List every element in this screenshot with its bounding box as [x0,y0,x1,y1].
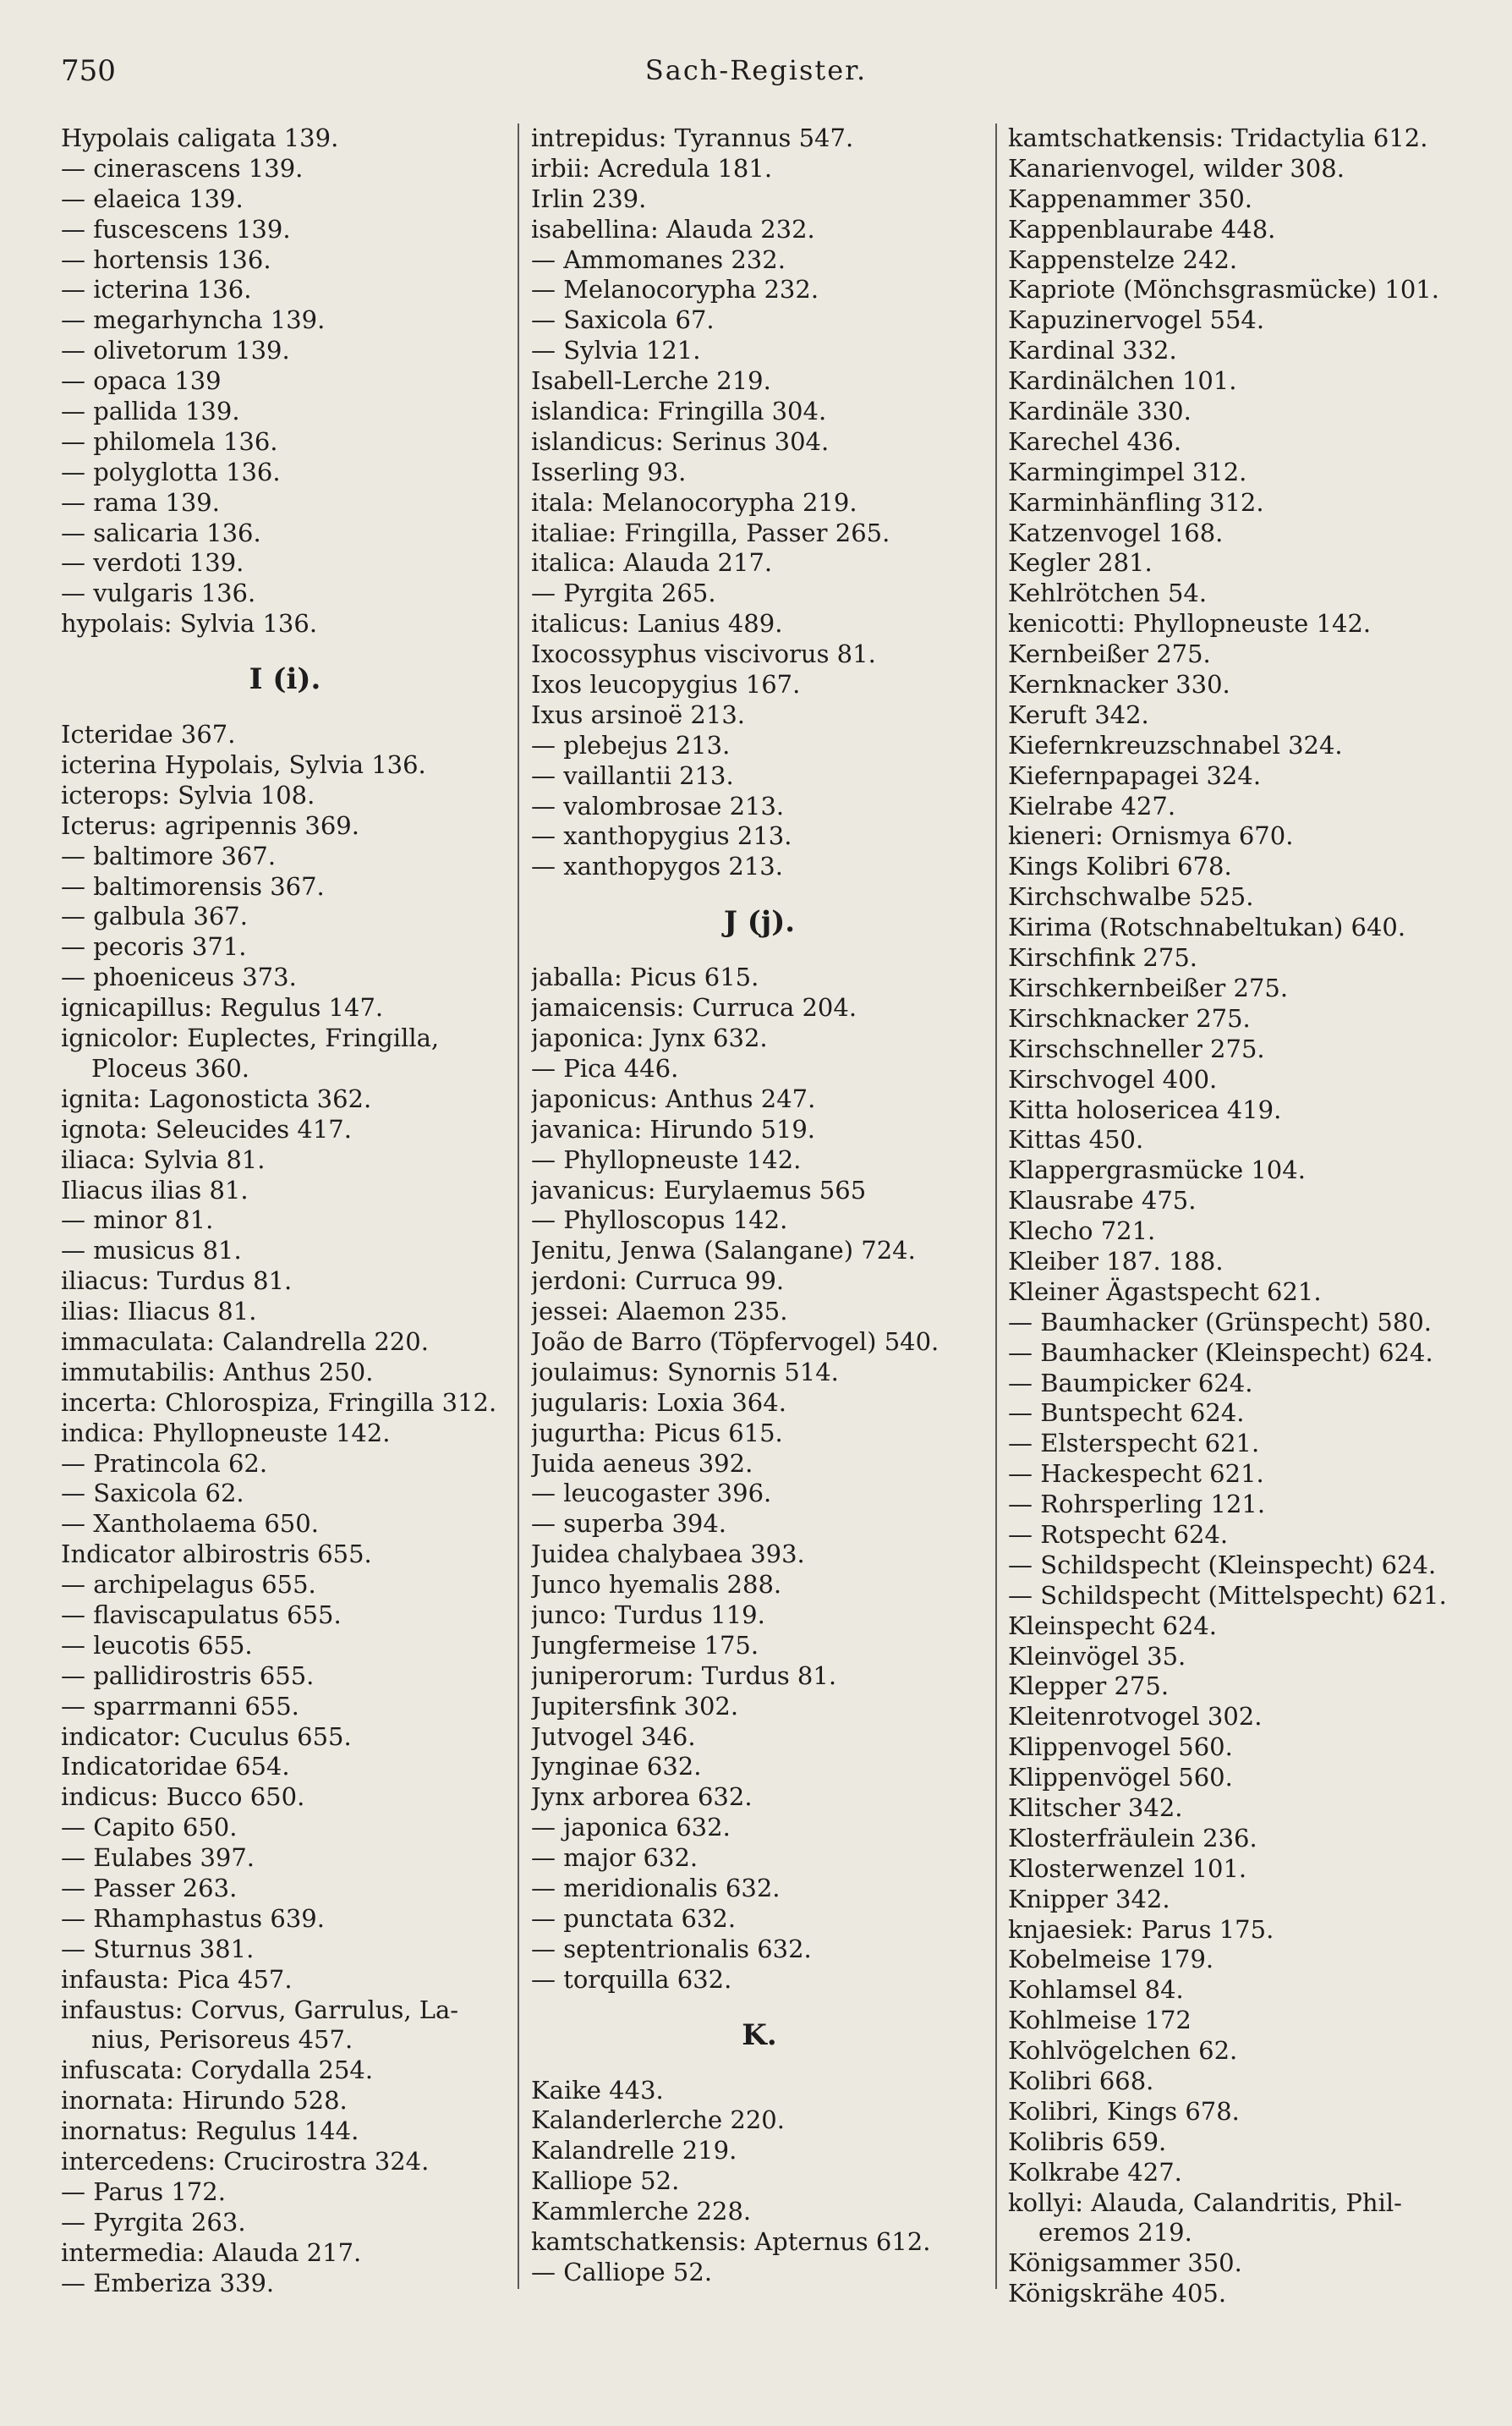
index-entry: — cinerascens 139. [61,153,304,183]
index-entry: — Phyllopneuste 142. [531,1144,802,1174]
index-entry: Juida aeneus 392. [531,1448,753,1478]
index-entry: Klippenvogel 560. [1008,1732,1233,1762]
index-entry: jaballa: Picus 615. [531,963,759,992]
index-entry: — meridionalis 632. [531,1873,781,1902]
index-entry: Kolkrabe 427. [1008,2157,1182,2187]
index-entry: Kleinspecht 624. [1008,1611,1218,1640]
index-entry: Jynginae 632. [531,1752,702,1781]
index-entry: junco: Turdus 119. [531,1600,765,1629]
index-entry: Icterus: agripennis 369. [61,810,359,840]
section-heading: I (i). [249,662,321,697]
index-entry: Kalanderlerche 220. [531,2105,785,2135]
index-column-3 [1008,123,1482,2309]
index-entry: kamtschatkensis: Tridactylia 612. [1008,123,1428,152]
column-divider [518,123,519,2289]
index-entry: — hortensis 136. [61,244,271,274]
index-entry: javanica: Hirundo 519. [531,1114,816,1144]
index-entry: italiae: Fringilla, Passer 265. [531,518,890,547]
index-entry: Ixos leucopygius 167. [531,670,801,700]
index-entry: — Sturnus 381. [61,1934,255,1963]
index-entry: — polyglotta 136. [61,457,281,486]
index-entry: infausta: Pica 457. [61,1964,293,1994]
column-divider [995,123,997,2289]
index-entry: itala: Melanocorypha 219. [531,487,857,517]
index-entry: knjaesiek: Parus 175. [1008,1914,1274,1944]
index-entry: Knipper 342. [1008,1884,1170,1913]
index-entry: ignota: Seleucides 417. [61,1114,352,1144]
running-title: Sach-Register. [644,54,868,86]
index-entry: Kirschknacker 275. [1008,1003,1251,1033]
index-entry: Kleiner Ägastspecht 621. [1008,1276,1322,1306]
index-entry: Klitscher 342. [1008,1792,1183,1822]
index-entry: islandica: Fringilla 304. [531,397,827,426]
index-entry: Kappenstelze 242. [1008,244,1238,274]
index-entry: hypolais: Sylvia 136. [61,609,318,639]
index-entry: infuscata: Corydalla 254. [61,2056,374,2085]
index-entry: — Buntspecht 624. [1008,1398,1245,1428]
index-entry: Klecho 721. [1008,1216,1156,1246]
index-entry: italicus: Lanius 489. [531,609,783,639]
index-entry: Kardinal 332. [1008,336,1177,365]
index-column-2 [531,123,988,2288]
index-column-1 [61,123,509,2298]
index-entry: Ploceus 360. [91,1053,249,1083]
index-entry: Juidea chalybaea 393. [531,1540,805,1569]
index-entry: indica: Phyllopneuste 142. [61,1418,391,1447]
index-entry: kieneri: Ornismya 670. [1008,821,1294,851]
index-entry: — Phylloscopus 142. [531,1205,788,1235]
index-entry: Kernknacker 330. [1008,670,1230,700]
index-entry: — leucotis 655. [61,1630,253,1660]
index-entry: kollyi: Alauda, Calandritis, Phil- [1008,2187,1402,2217]
index-entry: ignicapillus: Regulus 147. [61,993,384,1023]
index-entry: Klepper 275. [1008,1671,1170,1701]
index-entry: Icteridae 367. [61,720,236,749]
index-entry: — sparrmanni 655. [61,1691,299,1721]
index-entry: — major 632. [531,1843,698,1873]
index-entry: — plebejus 213. [531,730,731,760]
index-entry: — elaeica 139. [61,184,244,213]
index-entry: — olivetorum 139. [61,336,290,365]
index-entry: Jynx arborea 632. [531,1782,753,1812]
index-entry: Kleinvögel 35. [1008,1641,1186,1671]
index-entry: — opaca 139 [61,366,222,396]
index-entry: Kammlerche 228. [531,2197,752,2226]
index-entry: — baltimore 367. [61,841,277,870]
index-entry: Kalandrelle 219. [531,2136,737,2165]
index-entry: — archipelagus 655. [61,1570,316,1600]
index-entry: Kapriote (Mönchsgrasmücke) 101. [1008,275,1439,305]
index-entry: — torquilla 632. [531,1964,732,1994]
index-entry: Kardinälchen 101. [1008,366,1237,396]
index-entry: — xanthopygos 213. [531,852,783,881]
index-entry: intercedens: Crucirostra 324. [61,2147,430,2176]
index-entry: Kiefernkreuzschnabel 324. [1008,730,1343,760]
index-entry: Karmingimpel 312. [1008,457,1247,486]
index-entry: Kirima (Rotschnabeltukan) 640. [1008,913,1406,942]
index-entry: Keruft 342. [1008,700,1149,729]
index-entry: — japonica 632. [531,1813,731,1842]
index-entry: — Rohrsperling 121. [1008,1490,1266,1519]
index-entry: Kolibris 659. [1008,2127,1167,2156]
index-entry: Kirschfink 275. [1008,943,1197,973]
section-heading: K. [742,2017,777,2052]
index-entry: — Baumpicker 624. [1008,1368,1253,1397]
index-entry: Klosterwenzel 101. [1008,1853,1247,1883]
index-entry: Kohlvögelchen 62. [1008,2036,1238,2066]
index-entry: iliaca: Sylvia 81. [61,1144,266,1174]
index-entry: Klosterfräulein 236. [1008,1823,1257,1852]
index-entry: Klippenvögel 560. [1008,1763,1233,1792]
index-entry: juniperorum: Turdus 81. [531,1660,837,1690]
index-entry: — vaillantii 213. [531,760,734,790]
index-entry: Königsammer 350. [1008,2248,1242,2278]
index-entry: Kappenammer 350. [1008,184,1253,213]
index-entry: Karechel 436. [1008,426,1182,456]
index-entry: — septentrionalis 632. [531,1934,812,1963]
index-entry: — baltimorensis 367. [61,871,325,901]
index-entry: — leucogaster 396. [531,1479,772,1508]
index-entry: — Melanocorypha 232. [531,275,819,305]
index-entry: — Parus 172. [61,2176,226,2206]
index-entry: Kohlamsel 84. [1008,1975,1184,2005]
index-entry: — pecoris 371. [61,932,247,962]
index-entry: Kaike 443. [531,2075,664,2105]
index-entry: isabellina: Alauda 232. [531,214,815,244]
page-number: 750 [61,54,116,88]
index-entry: Jupitersfink 302. [531,1691,739,1721]
index-entry: — phoeniceus 373. [61,963,297,992]
index-entry: — Saxicola 62. [61,1479,244,1508]
index-entry: Kolibri, Kings 678. [1008,2096,1240,2126]
index-entry: jugurtha: Picus 615. [531,1418,783,1447]
index-entry: — Rhamphastus 639. [61,1903,325,1933]
index-entry: — pallidirostris 655. [61,1660,315,1690]
index-entry: — Eulabes 397. [61,1843,255,1873]
index-entry: — Capito 650. [61,1813,238,1842]
index-entry: — Hackespecht 621. [1008,1459,1264,1489]
index-entry: — verdoti 139. [61,548,244,578]
index-entry: Kleitenrotvogel 302. [1008,1702,1263,1732]
index-entry: Kalliope 52. [531,2166,680,2196]
index-entry: Kapuzinervogel 554. [1008,305,1265,335]
index-entry: — Schildspecht (Kleinspecht) 624. [1008,1550,1437,1579]
index-entry: Kappenblaurabe 448. [1008,214,1276,244]
index-entry: — Ammomanes 232. [531,244,786,274]
index-entry: — Pratincola 62. [61,1448,268,1478]
page-header [0,54,1512,96]
index-entry: — Rotspecht 624. [1008,1519,1229,1549]
index-entry: Isabell-Lerche 219. [531,366,771,396]
index-entry: — musicus 81. [61,1236,242,1265]
index-entry: Kleiber 187. 188. [1008,1246,1224,1276]
index-entry: — Sylvia 121. [531,336,701,365]
index-entry: Junco hyemalis 288. [531,1570,782,1600]
index-entry: jerdoni: Curruca 99. [531,1266,785,1296]
index-entry: intermedia: Alauda 217. [61,2237,362,2267]
index-entry: Kohlmeise 172 [1008,2006,1192,2035]
index-entry: — Pica 446. [531,1053,679,1083]
index-entry: — Xantholaema 650. [61,1509,319,1539]
index-entry: immutabilis: Anthus 250. [61,1357,374,1386]
index-entry: japonicus: Anthus 247. [531,1084,816,1113]
index-entry: Kardinäle 330. [1008,397,1192,426]
index-entry: — Pyrgita 265. [531,579,716,608]
index-entry: Indicatoridae 654. [61,1752,290,1781]
index-entry: — fuscescens 139. [61,214,291,244]
index-entry: infaustus: Corvus, Garrulus, La- [61,1995,459,2024]
index-entry: Kirschvogel 400. [1008,1064,1218,1094]
index-entry: Ixocossyphus viscivorus 81. [531,639,876,669]
index-entry: Kehlrötchen 54. [1008,579,1208,608]
index-entry: Kings Kolibri 678. [1008,852,1232,881]
index-entry: islandicus: Serinus 304. [531,426,830,456]
index-entry: — Emberiza 339. [61,2268,275,2297]
index-entry: — Baumhacker (Kleinspecht) 624. [1008,1337,1433,1367]
index-entry: indicus: Bucco 650. [61,1782,305,1812]
index-entry: Kegler 281. [1008,548,1153,578]
index-entry: — Schildspecht (Mittelspecht) 621. [1008,1580,1447,1610]
index-entry: Kirchschwalbe 525. [1008,882,1254,912]
index-entry: Hypolais caligata 139. [61,123,339,152]
index-entry: Kanarienvogel, wilder 308. [1008,153,1345,183]
index-entry: icterops: Sylvia 108. [61,780,315,810]
index-entry: — galbula 367. [61,902,248,931]
index-entry: kamtschatkensis: Apternus 612. [531,2227,931,2256]
index-entry: — megarhyncha 139. [61,305,326,335]
index-entry: — Pyrgita 263. [61,2207,246,2237]
index-entry: icterina Hypolais, Sylvia 136. [61,750,426,780]
index-entry: Kiefernpapagei 324. [1008,760,1262,790]
index-entry: eremos 219. [1038,2218,1192,2248]
index-entry: — Saxicola 67. [531,305,715,335]
index-entry: irbii: Acredula 181. [531,153,773,183]
index-entry: Kernbeißer 275. [1008,639,1211,669]
index-entry: — xanthopygius 213. [531,821,792,851]
index-entry: — flaviscapulatus 655. [61,1600,342,1629]
index-entry: — valombrosae 213. [531,791,785,821]
section-heading: J (j). [723,905,796,940]
index-entry: inornata: Hirundo 528. [61,2086,348,2116]
index-entry: — Elsterspecht 621. [1008,1429,1260,1458]
index-entry: joulaimus: Synornis 514. [531,1357,839,1386]
index-entry: — rama 139. [61,487,220,517]
index-entry: — icterina 136. [61,275,252,305]
index-entry: Kirschschneller 275. [1008,1034,1265,1063]
index-entry: intrepidus: Tyrannus 547. [531,123,854,152]
index-entry: — philomela 136. [61,426,278,456]
index-entry: jessei: Alaemon 235. [531,1297,788,1326]
index-entry: — punctata 632. [531,1903,737,1933]
index-entry: Iliacus ilias 81. [61,1175,249,1205]
index-entry: Kolibri 668. [1008,2066,1154,2095]
index-entry: — superba 394. [531,1509,727,1539]
index-entry: javanicus: Eurylaemus 565 [531,1175,867,1205]
index-entry: — Calliope 52. [531,2257,713,2286]
index-entry: Kielrabe 427. [1008,791,1176,821]
index-entry: Ixus arsinoë 213. [531,700,745,729]
index-entry: kenicotti: Phyllopneuste 142. [1008,609,1372,639]
index-entry: Königskrähe 405. [1008,2279,1227,2308]
index-entry: Karminhänfling 312. [1008,487,1264,517]
index-entry: Klausrabe 475. [1008,1186,1197,1216]
index-entry: — salicaria 136. [61,518,261,547]
index-entry: indicator: Cuculus 655. [61,1721,352,1751]
index-entry: — vulgaris 136. [61,579,256,608]
index-entry: inornatus: Regulus 144. [61,2116,359,2146]
index-entry: Kitta holosericea 419. [1008,1095,1282,1124]
index-entry: Jungfermeise 175. [531,1630,759,1660]
index-entry: jamaicensis: Curruca 204. [531,993,857,1023]
index-entry: Irlin 239. [531,184,647,213]
index-entry: nius, Perisoreus 457. [91,2025,353,2055]
index-entry: João de Barro (Töpfervogel) 540. [531,1326,940,1356]
index-entry: — Baumhacker (Grünspecht) 580. [1008,1307,1433,1336]
index-entry: Indicator albirostris 655. [61,1540,372,1569]
index-entry: ignita: Lagonosticta 362. [61,1084,372,1113]
index-entry: — minor 81. [61,1205,214,1235]
index-entry: italica: Alauda 217. [531,548,773,578]
index-entry: — Passer 263. [61,1873,238,1902]
index-entry: Isserling 93. [531,457,687,486]
index-entry: ignicolor: Euplectes, Fringilla, [61,1024,440,1053]
index-entry: Jutvogel 346. [531,1721,696,1751]
index-entry: Jenitu, Jenwa (Salangane) 724. [531,1236,916,1265]
index-entry: incerta: Chlorospiza, Fringilla 312. [61,1387,497,1417]
index-entry: Klappergrasmücke 104. [1008,1155,1306,1185]
index-entry: Katzenvogel 168. [1008,518,1224,547]
index-entry: Kittas 450. [1008,1125,1144,1155]
index-entry: japonica: Jynx 632. [531,1024,768,1053]
index-entry: ilias: Iliacus 81. [61,1297,257,1326]
index-entry: Kirschkernbeißer 275. [1008,973,1289,1002]
index-entry: — pallida 139. [61,397,240,426]
index-entry: jugularis: Loxia 364. [531,1387,786,1417]
index-entry: immaculata: Calandrella 220. [61,1326,429,1356]
index-entry: Kobelmeise 179. [1008,1945,1214,1974]
index-entry: iliacus: Turdus 81. [61,1266,293,1296]
